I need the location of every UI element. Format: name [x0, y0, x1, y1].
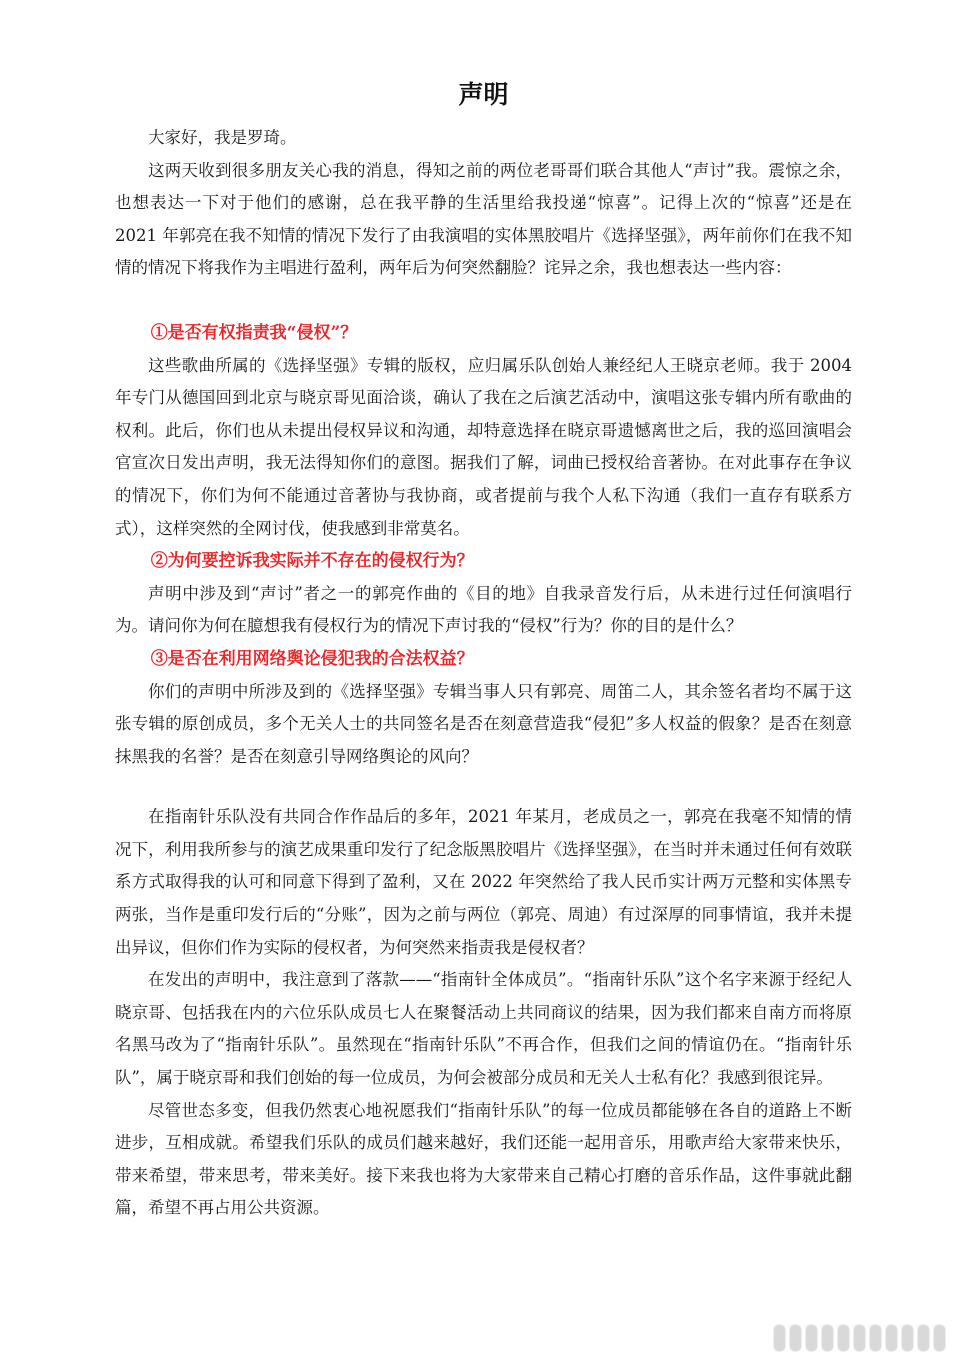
section-body-3: 你们的声明中所涉及到的《选择坚强》专辑当事人只有郭亮、周笛二人，其余签名者均不属于这张专辑的原创成员，多个无关人士的共同签名是否在刻意营造我“侵犯”多人权益的假象？是否在刻意抹黑我的名誉？是否在刻意引导网络舆论的风向？ [115, 681, 852, 766]
closing-paragraph-1: 在指南针乐队没有共同合作作品后的多年，2021 年某月，老成员之一，郭亮在我毫不知情的情况下，利用我所参与的演艺成果重印发行了纪念版黑胶唱片《选择坚强》，在当时并未通过任何有效联系方式取得我的认可和同意下得到了盈利，又在 2022 年突然给了我人民币实计两万元整和实体黑专两张，当作是重印发行后的“分账”，因为之前与两位（郭亮、周迪）有过深厚的同事情谊，我并未提出异议，但你们作为实际的侵权者，为何突然来指责我是侵权者？ [115, 807, 852, 957]
section-heading-3: ③是否在利用网络舆论侵犯我的合法权益？ [150, 648, 474, 669]
watermark-logo-icon [773, 1324, 946, 1352]
document-title: 声明 [458, 80, 509, 109]
spacer [115, 773, 852, 801]
section-heading-1: ①是否有权指责我“侵权”？ [150, 322, 358, 343]
section-heading-2: ②为何要控诉我实际并不存在的侵权行为？ [150, 551, 474, 572]
section-body-2: 声明中涉及到“声讨”者之一的郭亮作曲的《目的地》自我录音发行后，从未进行过任何演唱行为。请问你为何在臆想我有侵权行为的情况下声讨我的“侵权”行为？你的目的是什么？ [115, 583, 852, 636]
closing-paragraph-3: 尽管世态多变，但我仍然衷心地祝愿我们“指南针乐队”的每一位成员都能够在各自的道路上不断进步，互相成就。希望我们乐队的成员们越来越好，我们还能一起用音乐，用歌声给大家带来快乐，带来希望，带来思考，带来美好。接下来我也将为大家带来自己精心打磨的音乐作品，这件事就此翻篇，希望不再占用公共资源。 [115, 1100, 852, 1218]
section-body-1: 这些歌曲所属的《选择坚强》专辑的版权，应归属乐队创始人兼经纪人王晓京老师。我于 2004 年专门从德国回到北京与晓京哥见面洽谈，确认了我在之后演艺活动中，演唱这张专辑内所有歌曲的权利。此后，你们也从未提出侵权异议和沟通，却特意选择在晓京哥遗憾离世之后，我的巡回演唱会官宣次日发出声明，我无法得知你们的意图。据我们了解，词曲已授权给音著协。在对此事存在争议的情况下，你们为何不能通过音著协与我协商，或者提前与我个人私下沟通（我们一直存有联系方式），这样突然的全网讨伐，使我感到非常莫名。 [115, 355, 852, 538]
statement-document [115, 78, 852, 1225]
greeting-paragraph: 大家好，我是罗琦。 [148, 128, 297, 147]
intro-paragraph: 这两天收到很多朋友关心我的消息，得知之前的两位老哥哥们联合其他人“声讨”我。震惊之余，也想表达一下对于他们的感谢，总在我平静的生活里给我投递“惊喜”。记得上次的“惊喜”还是在 2021 年郭亮在我不知情的情况下发行了由我演唱的实体黑胶唱片《选择坚强》，两年前你们在我不知情的情况下将我作为主唱进行盈利，两年后为何突然翻脸？诧异之余，我也想表达一些内容： [115, 160, 852, 278]
spacer [115, 285, 852, 317]
closing-paragraph-2: 在发出的声明中，我注意到了落款——“指南针全体成员”。“指南针乐队”这个名字来源于经纪人晓京哥、包括我在内的六位乐队成员七人在聚餐活动上共同商议的结果，因为我们都来自南方而将原名黑马改为了“指南针乐队”。虽然现在“指南针乐队”不再合作，但我们之间的情谊仍在。“指南针乐队”，属于晓京哥和我们创始的每一位成员，为何会被部分成员和无关人士私有化？我感到很诧异。 [115, 970, 852, 1088]
platform-watermark [773, 1324, 946, 1352]
